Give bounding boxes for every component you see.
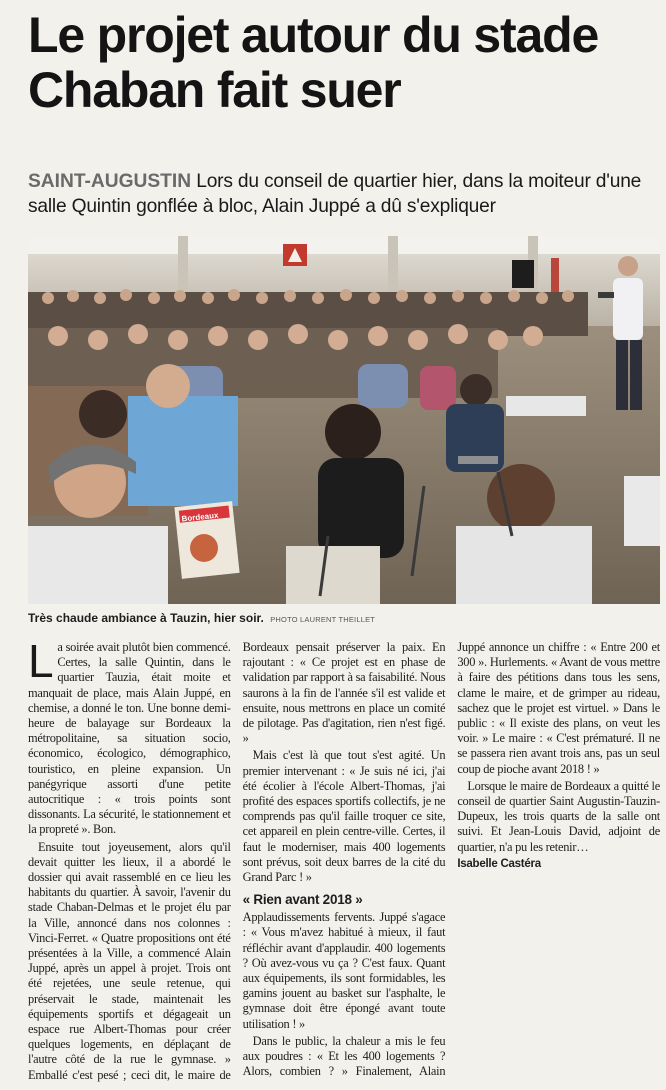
article-photo [28,236,660,604]
caption-text: Très chaude ambiance à Tauzin, hier soir. [28,611,264,625]
headline: Le projet autour du stade Chaban fait suer [28,7,599,118]
intertitle: « Rien avant 2018 » [242,892,363,908]
standfirst [28,169,660,219]
body-paragraph: Lorsque le maire de Bordeaux a quitté le conseil de quartier Saint Augustin-Tauzin-Dupeux, les trois quarts de la salle ont suivi. Et Jean-Louis David, adjoint de quartier, n'a pu les retenir… [457,778,660,854]
deck-text: Lors du conseil de quartier hier, dans la moiteur d'une salle Quintin gonflée à bloc, Alain Juppé a dû s'expliquer [28,171,642,217]
photo-crowd-illustration [28,236,660,604]
body-paragraph: Applaudissements fervents. Juppé s'agace : « Vous m'avez habitué à mieux, il faut réfléchir avant d'applaudir. 400 logements ? Où avez-vous vu ça ? C'est faux. Quant aux équipements, ils sont formidables, les gamins jouent au basket sur l'asphalte, le gymnase doit être épongé avant toute utilisation ! » [242,910,446,1031]
body-paragraph [28,635,231,838]
author-byline: Isabelle Castéra [457,857,541,870]
photo-caption [28,610,660,628]
body-paragraph: Dans le public, la chaleur a mis le feu aux poudres : « Et les 400 logements ? Alors, combien ? » Finalement, Alain Juppé annonce un chiffre : « Entre 200 et 300 ». Hurlements. « Avant de vous mettre à faire des pétitions dans tous les sens, clame le maire, et de grimper au rideau, sachez que le projet est virtuel. » Dans le public : « Il existe des plans, on veut les voir. » Le maire : « C'est prématuré. Il ne se passera rien avant trois ans, pas un seul coup de pioche avant 2018 ! » [242,640,660,1079]
paragraph-text: a soirée avait plutôt bien commencé. Certes, la salle Quintin, dans le quartier Tauzia, était moite et manquait de place, mais Alain Juppé, en chemise, a donné le ton. Une bonne demi-heure de balayage sur Bordeaux la métropolitaine, sa situation socio, économico, écologico, démographico, touristico, en pleine expansion. Un panégyrique assorti d'une petite autocritique : « trois points sont dissonants. La sécurité, le stationnement et la propreté ». Bon. [28,640,231,837]
article-body [28,635,660,1086]
drop-cap: L [28,635,54,687]
body-paragraph: Ensuite tout joyeusement, alors qu'il devait quitter les lieux, il a abordé le dossier qui avait rassemblé en ce lieu les habitants du quartier. À savoir, l'avenir du stade Chaban-Delmas et le projet élu par la Ville, annoncé dans nos colonnes : Vinci-Ferret. « Quatre propositions ont été présentées à la Ville, a commencé Alain Juppé, après un appel à projet. Trois ont été rejetées, une seule retenue, qui préservait le stade, maintenait les équipements sportifs et dégageait un espace rue Albert-Thomas pour créer quelques logements, en déplaçant de l'autre côté de la rue le gymnase. » Emballé c'est pesé ; ceci dit, le maire de Bordeaux pensait préserver la paix. En rajoutant : « Ce projet est en phase de validation par rapport à sa faisabilité. Nous saurons à la fin de l'année s'il est valide et ensuite, nous mettrons en place un comité de pilotage. Pas d'agitation, rien n'est figé. » [28,640,446,1082]
body-paragraph: Mais c'est là que tout s'est agité. Un premier intervenant : « Je suis né ici, j'ai été écolier à l'école Albert-Thomas, j'ai profité des espaces sportifs collectifs, je ne comprends pas qu'il faille troquer ce site, cet appareil en plein centre-ville. Certes, il faut le moderniser, mais 400 logements sont prévus, soit deux barres de la cité du Grand Parc ! » [242,748,446,885]
photo-credit: PHOTO LAURENT THEILLET [270,615,376,624]
kicker-location: SAINT-AUGUSTIN [28,171,192,192]
newspaper-masthead: Bordeaux [181,510,219,524]
